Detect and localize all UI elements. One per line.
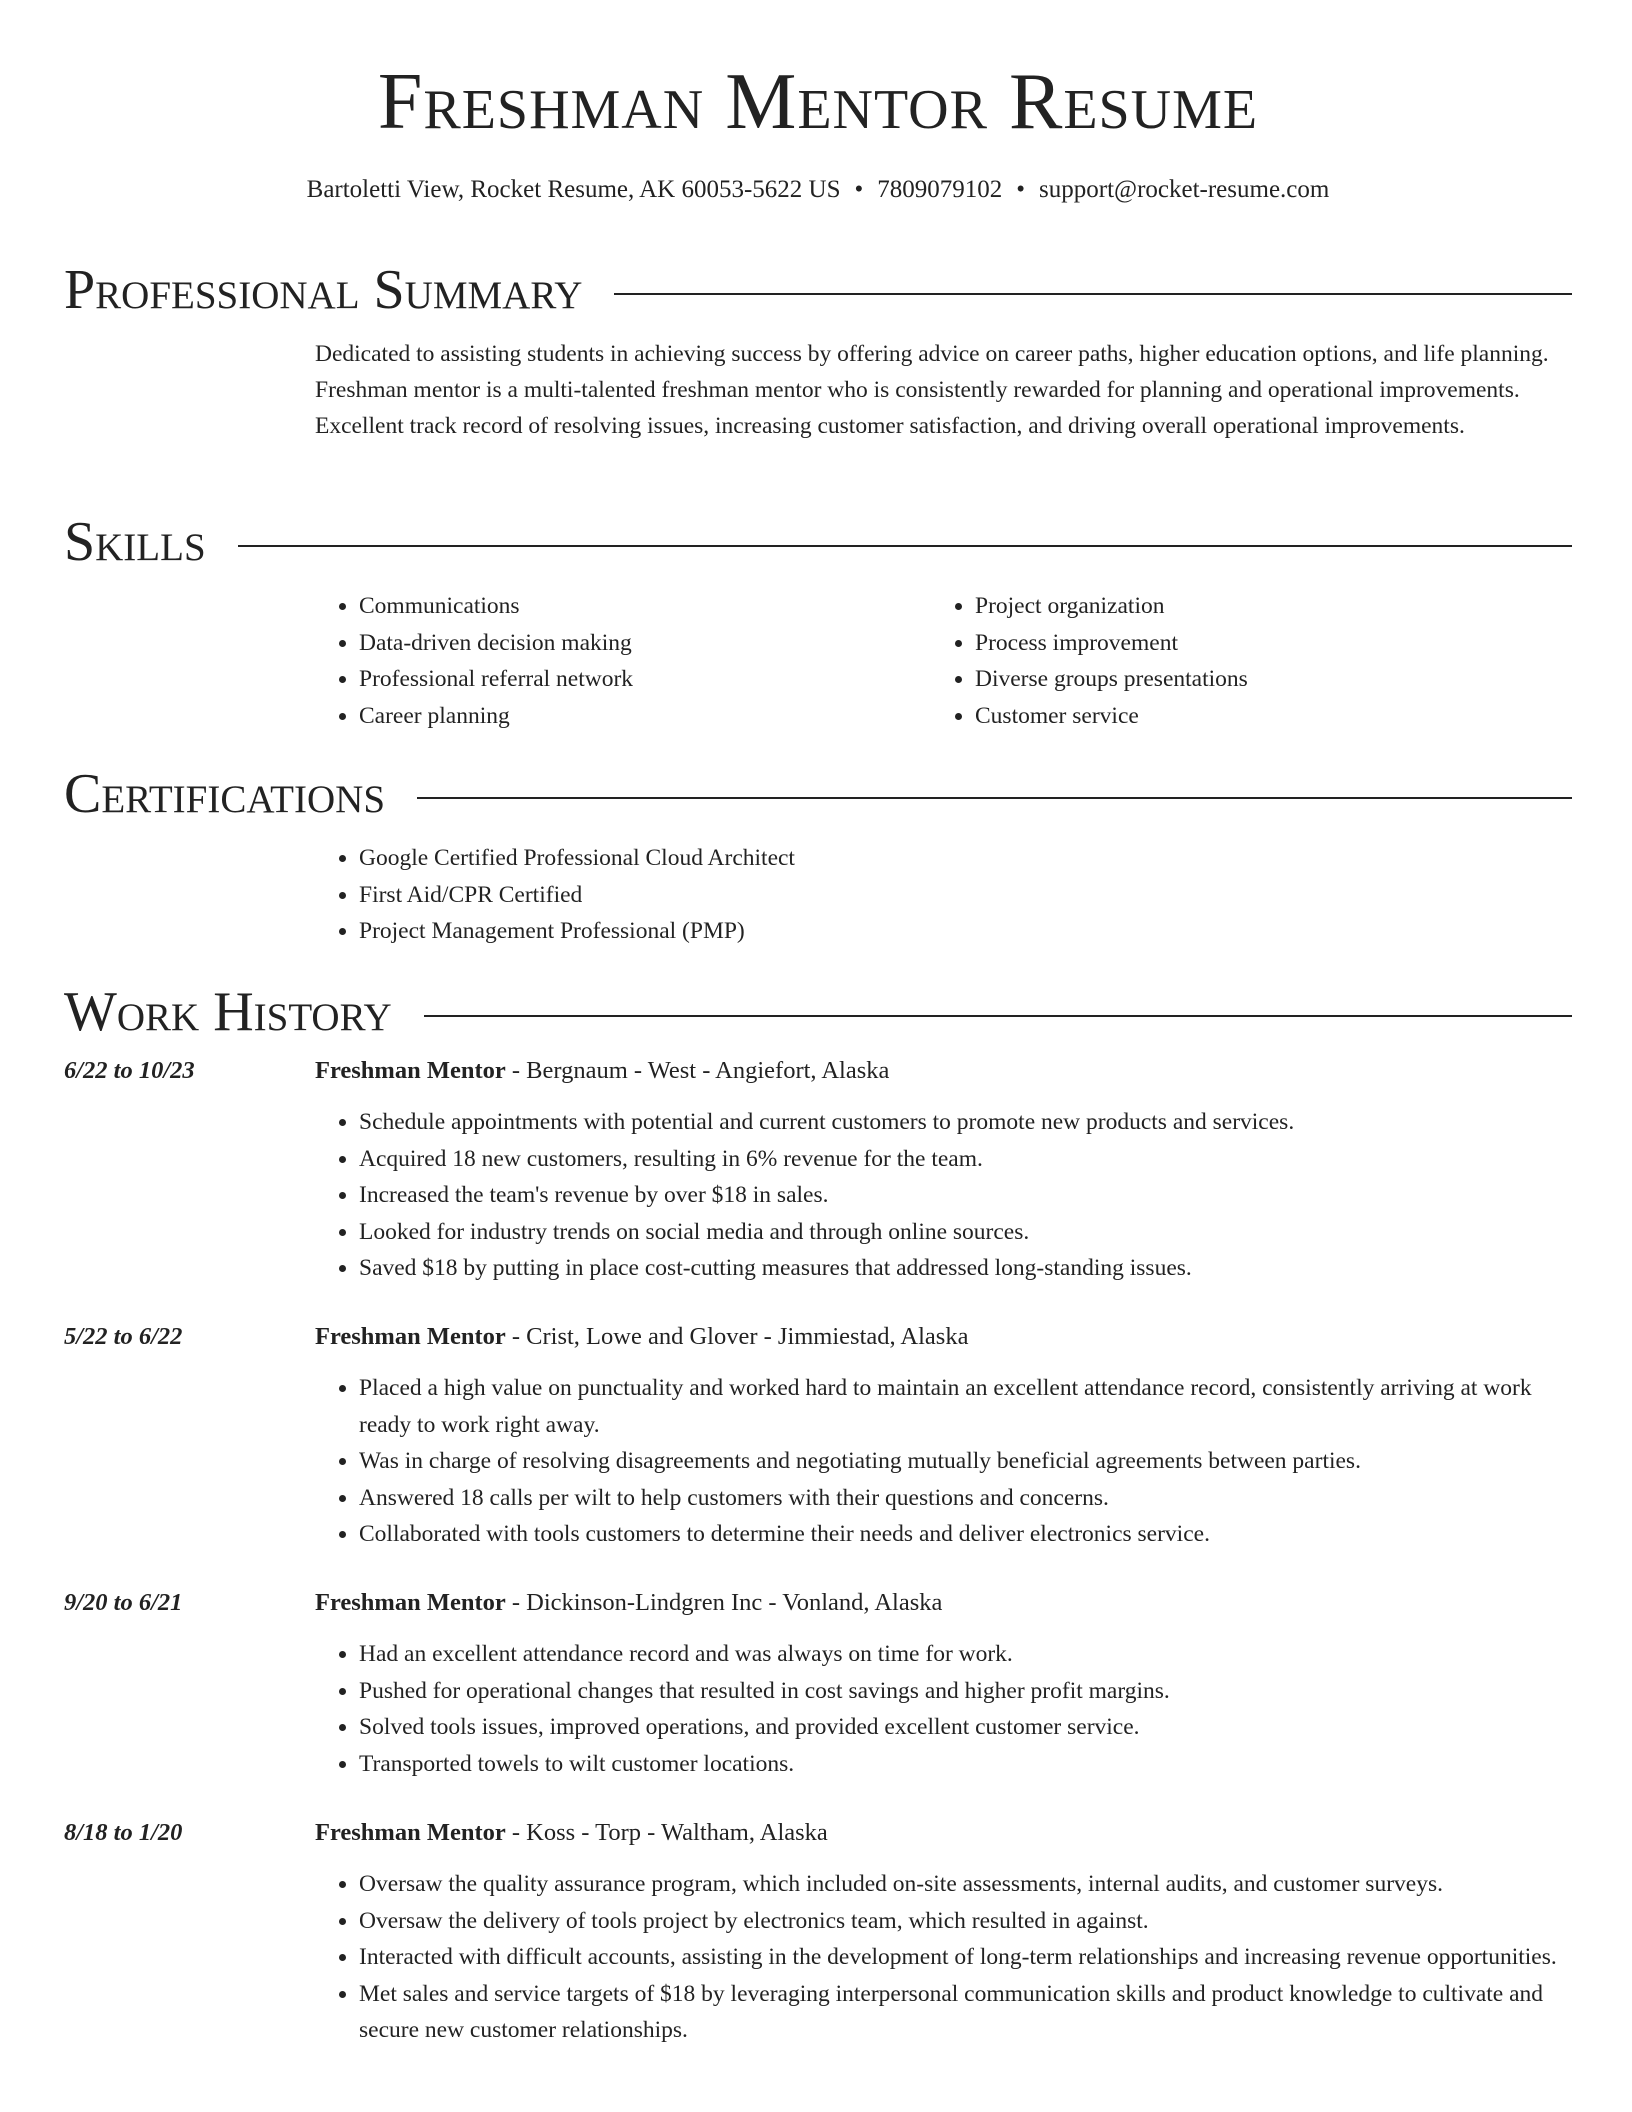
contact-phone: 7809079102	[877, 176, 1003, 203]
job-header	[315, 1816, 828, 1850]
job-bullet: • Solved tools issues, improved operations, and provided excellent customer service.	[359, 1709, 1572, 1746]
contact-line	[64, 176, 1572, 204]
job-bullet: • Collaborated with tools customers to determine their needs and deliver electronics service.	[359, 1516, 1572, 1553]
job-dates: 9/20 to 6/21	[64, 1589, 183, 1616]
summary-heading: Professional Summary	[64, 259, 583, 321]
skills-section-heading	[64, 511, 1572, 573]
skill-item: • Diverse groups presentations	[975, 661, 1547, 698]
job-role: Freshman Mentor	[315, 1589, 506, 1616]
job-bullet: • Placed a high value on punctuality and worked hard to maintain an excellent attendance record, consistently arriving at work ready to work right away.	[359, 1370, 1572, 1443]
job-dates: 5/22 to 6/22	[64, 1323, 183, 1350]
job-bullet: • Was in charge of resolving disagreements and negotiating mutually beneficial agreements between parties.	[359, 1443, 1572, 1480]
job-company: - Koss - Torp - Waltham, Alaska	[505, 1819, 828, 1846]
job-dates: 8/18 to 1/20	[64, 1819, 183, 1846]
job-company: - Crist, Lowe and Glover - Jimmiestad, Alaska	[505, 1323, 969, 1350]
skill-item: • Professional referral network	[359, 661, 931, 698]
job-bullet: • Interacted with difficult accounts, assisting in the development of long-term relationships and increasing revenue opportunities.	[359, 1939, 1572, 1976]
job-bullets	[315, 1866, 1572, 2049]
job-bullet: • Had an excellent attendance record and was always on time for work.	[359, 1636, 1572, 1673]
summary-section-heading	[64, 259, 1572, 321]
contact-email: support@rocket-resume.com	[1039, 176, 1330, 203]
job-bullet: • Saved $18 by putting in place cost-cutting measures that addressed long-standing issues.	[359, 1250, 1572, 1287]
section-divider	[614, 293, 1572, 295]
job-bullet: • Pushed for operational changes that resulted in cost savings and higher profit margins.	[359, 1673, 1572, 1710]
skill-item: • Customer service	[975, 698, 1547, 735]
job-bullet: • Schedule appointments with potential and current customers to promote new products and services.	[359, 1104, 1572, 1141]
job-bullet: • Increased the team's revenue by over $18 in sales.	[359, 1177, 1572, 1214]
job-bullet: • Acquired 18 new customers, resulting in 6% revenue for the team.	[359, 1141, 1572, 1178]
skill-item: • Process improvement	[975, 625, 1547, 662]
job-bullet: • Oversaw the delivery of tools project by electronics team, which resulted in against.	[359, 1903, 1572, 1940]
certification-item: • Project Management Professional (PMP)	[359, 913, 1572, 950]
contact-separator: •	[854, 176, 864, 203]
section-divider	[238, 545, 1572, 547]
job-dates: 6/22 to 10/23	[64, 1057, 195, 1084]
work-section-heading	[64, 981, 1572, 1043]
job-bullet: • Oversaw the quality assurance program, which included on-site assessments, internal audits, and customer surveys.	[359, 1866, 1572, 1903]
certification-item: • Google Certified Professional Cloud Architect	[359, 840, 1572, 877]
skill-item: • Communications	[359, 588, 931, 625]
job-bullets	[315, 1636, 1572, 1782]
job-header	[315, 1320, 968, 1354]
job-company: - Dickinson-Lindgren Inc - Vonland, Alaska	[505, 1589, 943, 1616]
skills-column-left	[315, 588, 931, 734]
job-bullets	[315, 1370, 1572, 1553]
skill-item: • Project organization	[975, 588, 1547, 625]
skill-item: • Career planning	[359, 698, 931, 735]
job-bullet: • Looked for industry trends on social media and through online sources.	[359, 1214, 1572, 1251]
section-divider	[417, 797, 1572, 799]
skills-heading: Skills	[64, 511, 206, 573]
contact-address: Bartoletti View, Rocket Resume, AK 60053-5622 US	[306, 176, 841, 203]
job-role: Freshman Mentor	[315, 1819, 506, 1846]
summary-text: Dedicated to assisting students in achieving success by offering advice on career paths, higher education options, and life planning. Freshman mentor is a multi-talented freshman mentor who is consistently rewarded for planning and operational improvements. Excellent track record of resolving issues, increasing customer satisfaction, and driving overall operational improvements.	[315, 341, 1549, 439]
job-company: - Bergnaum - West - Angiefort, Alaska	[505, 1057, 890, 1084]
certifications-list	[315, 840, 1572, 950]
section-divider	[424, 1015, 1572, 1017]
skills-list	[315, 588, 1572, 734]
certification-item: • First Aid/CPR Certified	[359, 877, 1572, 914]
skills-column-right	[931, 588, 1547, 734]
skill-item: • Data-driven decision making	[359, 625, 931, 662]
contact-separator: •	[1016, 176, 1026, 203]
job-header	[315, 1586, 942, 1620]
job-bullet: • Transported towels to wilt customer locations.	[359, 1746, 1572, 1783]
job-bullet: • Met sales and service targets of $18 by leveraging interpersonal communication skills and product knowledge to cultivate and secure new customer relationships.	[359, 1976, 1572, 2049]
resume-title: Freshman Mentor Resume	[377, 58, 1259, 146]
certifications-section-heading	[64, 763, 1572, 825]
work-heading: Work History	[64, 981, 392, 1043]
job-bullet: • Answered 18 calls per wilt to help customers with their questions and concerns.	[359, 1480, 1572, 1517]
job-header	[315, 1054, 889, 1088]
certifications-heading: Certifications	[64, 763, 386, 825]
job-bullets	[315, 1104, 1572, 1287]
job-role: Freshman Mentor	[315, 1057, 506, 1084]
job-role: Freshman Mentor	[315, 1323, 506, 1350]
